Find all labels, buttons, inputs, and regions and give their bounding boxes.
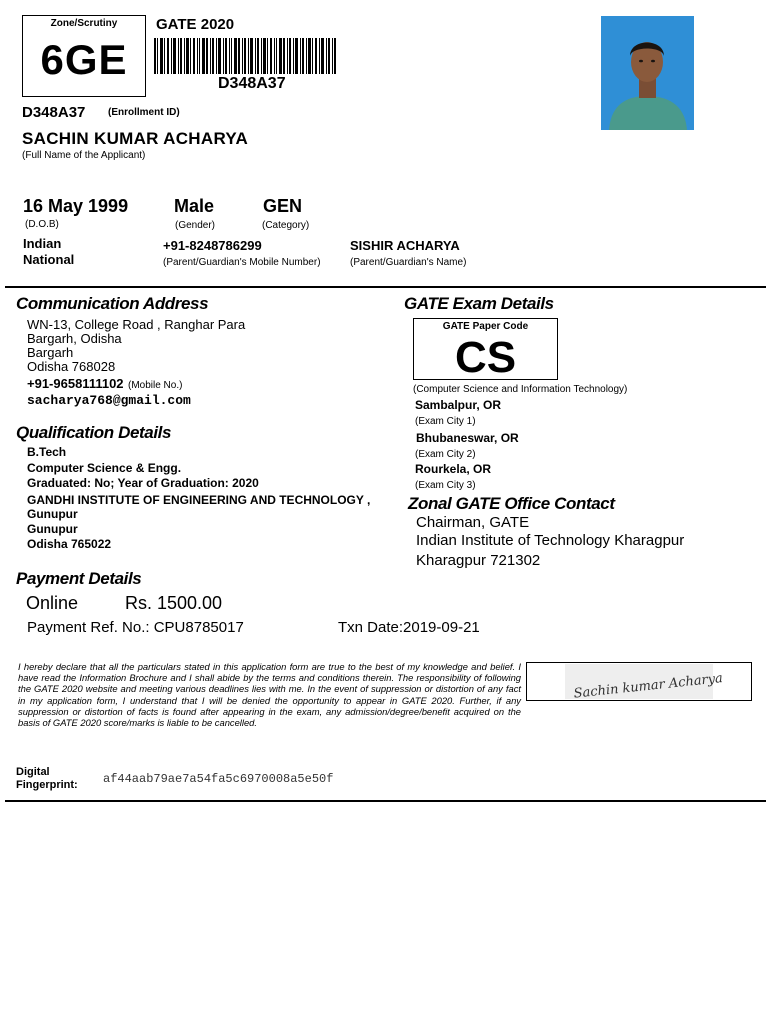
fingerprint-label-line1: Digital bbox=[16, 766, 50, 778]
parent-mobile: +91-8248786299 bbox=[163, 238, 262, 253]
mobile-label: (Mobile No.) bbox=[127, 380, 183, 391]
signature-box bbox=[526, 662, 752, 701]
fingerprint-label-line2: Fingerprint: bbox=[16, 779, 78, 791]
dob-label: (D.O.B) bbox=[25, 219, 59, 230]
qualification-heading: Qualification Details bbox=[16, 423, 172, 442]
qual-state: Odisha 765022 bbox=[27, 537, 112, 551]
applicant-photo bbox=[601, 16, 694, 130]
payment-heading: Payment Details bbox=[16, 569, 142, 588]
fingerprint-label bbox=[16, 766, 78, 792]
paper-name: (Computer Science and Information Technology) bbox=[413, 384, 628, 395]
address-line1: WN-13, College Road , Ranghar Para bbox=[27, 317, 246, 332]
mobile-row bbox=[27, 375, 182, 393]
exam-title: GATE 2020 bbox=[156, 16, 235, 33]
exam-city-1: Sambalpur, OR bbox=[415, 398, 502, 412]
barcode bbox=[154, 38, 336, 74]
paper-code: CS bbox=[454, 333, 517, 382]
declaration-text: I hereby declare that all the particulars stated in this application form are true to the best of my knowledge and belief. I have read the Information Brochure and I shall abide by the terms and conditions therein. The responsibility of following the GATE 2020 website and meeting various deadlines lies with me. In the event of suppression or distortion of any fact in my application form, I understand that I will be denied the opportunity to appear in GATE 2020. Further, if any suppression or distortion of facts is found after appearing in the exam, any admission/degree/benefit acquired on the basis of GATE 2020 score/marks is liable to be cancelled. bbox=[18, 661, 521, 729]
divider-top bbox=[5, 286, 766, 288]
parent-mobile-label: (Parent/Guardian's Mobile Number) bbox=[163, 257, 321, 268]
applicant-name: SACHIN KUMAR ACHARYA bbox=[22, 129, 249, 148]
nationality-line2: National bbox=[23, 252, 75, 267]
exam-city-1-label: (Exam City 1) bbox=[415, 416, 476, 427]
exam-city-3: Rourkela, OR bbox=[415, 462, 492, 476]
address-line3: Bargarh bbox=[27, 345, 74, 360]
applicant-name-label: (Full Name of the Applicant) bbox=[22, 150, 146, 161]
qual-city2: Gunupur bbox=[27, 522, 78, 536]
payment-txn-date: Txn Date:2019-09-21 bbox=[338, 619, 480, 636]
exam-heading: GATE Exam Details bbox=[404, 294, 554, 313]
email: sacharya768@gmail.com bbox=[27, 393, 191, 408]
zonal-heading: Zonal GATE Office Contact bbox=[408, 494, 615, 513]
zonal-line1: Chairman, GATE bbox=[416, 514, 530, 531]
payment-ref: Payment Ref. No.: CPU8785017 bbox=[27, 619, 244, 636]
nationality-line1: Indian bbox=[23, 236, 62, 251]
zonal-line2: Indian Institute of Technology Kharagpur bbox=[416, 532, 685, 549]
qual-graduated: Graduated: No; Year of Graduation: 2020 bbox=[27, 476, 259, 490]
barcode-text: D348A37 bbox=[218, 75, 286, 92]
mobile-number: +91-9658111102 bbox=[27, 376, 124, 391]
paper-code-label: GATE Paper Code bbox=[442, 321, 529, 332]
address-line2: Bargarh, Odisha bbox=[27, 331, 122, 346]
divider-bottom bbox=[5, 800, 766, 802]
zonal-line3: Kharagpur 721302 bbox=[416, 552, 541, 569]
parent-name: SISHIR ACHARYA bbox=[350, 238, 460, 253]
parent-name-label: (Parent/Guardian's Name) bbox=[350, 257, 467, 268]
category-label: (Category) bbox=[262, 220, 310, 231]
zone-box bbox=[22, 15, 146, 97]
payment-amount: Rs. 1500.00 bbox=[125, 593, 223, 613]
qual-degree: B.Tech bbox=[27, 445, 67, 459]
zone-code: 6GE bbox=[40, 36, 128, 83]
exam-city-2-label: (Exam City 2) bbox=[415, 449, 476, 460]
enrollment-label: (Enrollment ID) bbox=[108, 107, 180, 118]
gender-label: (Gender) bbox=[175, 220, 216, 231]
payment-mode: Online bbox=[26, 593, 79, 613]
signature-image bbox=[527, 663, 751, 700]
qual-institute: GANDHI INSTITUTE OF ENGINEERING AND TECHNOLOGY , bbox=[27, 493, 371, 507]
exam-city-3-label: (Exam City 3) bbox=[415, 480, 476, 491]
gender: Male bbox=[174, 196, 215, 216]
signature-text: Sachin kumar Acharya bbox=[573, 671, 724, 700]
qual-branch: Computer Science & Engg. bbox=[27, 461, 182, 475]
zone-label: Zone/Scrutiny bbox=[50, 18, 118, 29]
dob: 16 May 1999 bbox=[23, 196, 129, 216]
communication-heading: Communication Address bbox=[16, 294, 209, 313]
enrollment-id: D348A37 bbox=[22, 104, 86, 121]
exam-city-2: Bhubaneswar, OR bbox=[416, 431, 519, 445]
fingerprint-value: af44aab79ae7a54fa5c6970008a5e50f bbox=[103, 772, 334, 786]
address-line4: Odisha 768028 bbox=[27, 359, 116, 374]
qual-city1: Gunupur bbox=[27, 507, 78, 521]
paper-code-box bbox=[413, 318, 558, 380]
category: GEN bbox=[263, 196, 303, 216]
